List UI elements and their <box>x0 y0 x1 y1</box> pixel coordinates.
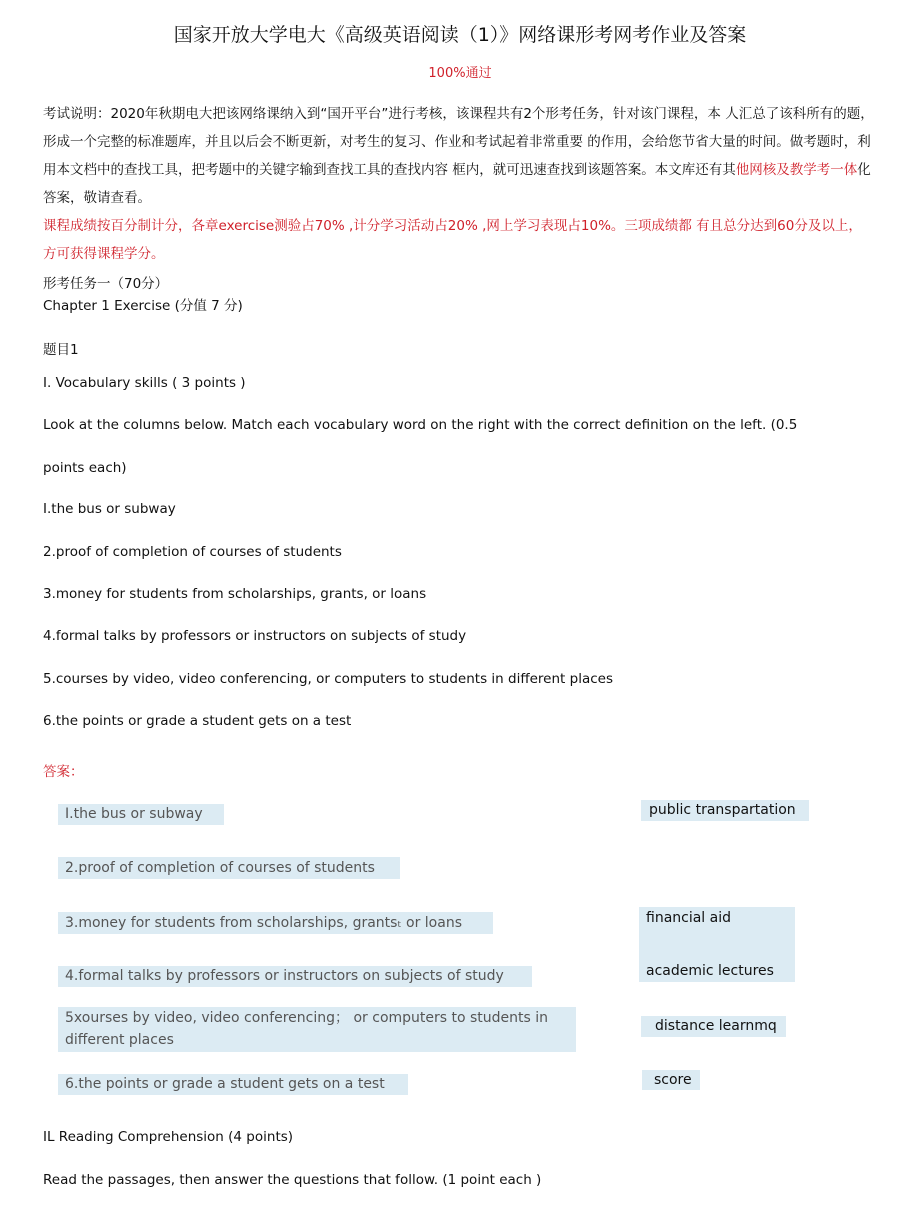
document-title: 国家开放大学电大《高级英语阅读（1）》网络课形考网考作业及答案 <box>173 24 747 46</box>
intro-red-text: 他网核及教学考一体 <box>735 162 858 178</box>
answer-definition-line: 5xourses by video, video conferencing； or computers to students in <box>65 1010 549 1026</box>
answer-definition-box: 6.the points or grade a student gets on a test <box>58 1074 408 1095</box>
question-item: 4.formal talks by professors or instructors on subjects of study <box>43 628 467 644</box>
task-label: 形考任务一（70分） <box>43 276 169 292</box>
intro-text-end: 化答案，敬请查看。 <box>43 162 871 206</box>
answer-term-box: public transpartation <box>641 800 809 821</box>
grading-note: 课程成绩按百分制计分，各章exercise测验占70% ,计分学习活动占20% ,网上学习表现占10%。三项成绩都 有且总分达到60分及以上， 方可获得课程学分。 <box>43 218 862 262</box>
answer-term-box: distance learnmq <box>641 1016 786 1037</box>
pass-rate-subtitle: 100%通过 <box>428 66 492 81</box>
answer-term: academic lectures <box>646 963 774 979</box>
reading-instruction: Read the passages, then answer the questions that follow. (1 point each ) <box>43 1172 542 1188</box>
intro-block <box>43 100 878 268</box>
intro-text: 考试说明：2020年秋期电大把该网络课纳入到“国开平台”进行考核，该课程共有2个形考任务，针对该门课程，本 人汇总了该科所有的题，形成一个完整的标准题库，并且以后会不断更新，对考生的复习、作业和考试起着非常重要 的作用，会给您节省大量的时间。做考题时，利用本文档中的查找工具，把考题中的关键字输到查找工具的查找内容 框内，就可迅速查找到该题答案。本文库还有其 <box>43 106 874 178</box>
answer-definition-box: I.the bus or subway <box>58 804 224 825</box>
answer-definition-line: different places <box>65 1032 174 1048</box>
answer-definition-box: 4.formal talks by professors or instructors on subjects of study <box>58 966 532 987</box>
answer-definition-box: 2.proof of completion of courses of students <box>58 857 400 879</box>
question-item: 2.proof of completion of courses of students <box>43 544 342 560</box>
answer-term-box: score <box>642 1070 700 1090</box>
section-heading: I. Vocabulary skills ( 3 points ) <box>43 375 246 391</box>
question-item: 3.money for students from scholarships, grants, or loans <box>43 586 427 602</box>
reading-section-title: IL Reading Comprehension (4 points) <box>43 1129 294 1145</box>
answer-label: 答案： <box>43 764 84 780</box>
question-label: 题目1 <box>43 342 79 358</box>
answer-definition-box: 3.money for students from scholarships, grantsₜ or loans <box>58 912 493 934</box>
chapter-label: Chapter 1 Exercise (分值 7 分) <box>43 298 243 314</box>
question-item: I.the bus or subway <box>43 501 176 517</box>
answer-definition-box <box>58 1007 576 1052</box>
question-item: 5.courses by video, video conferencing, or computers to students in different places <box>43 671 613 687</box>
answer-term-box-group <box>639 907 795 982</box>
answer-term: financial aid <box>646 910 732 926</box>
question-item: 6.the points or grade a student gets on a test <box>43 713 352 729</box>
instruction-line-1: Look at the columns below. Match each vocabulary word on the right with the correct definition on the left. (0.5 <box>43 417 798 433</box>
instruction-line-2: points each) <box>43 460 127 476</box>
